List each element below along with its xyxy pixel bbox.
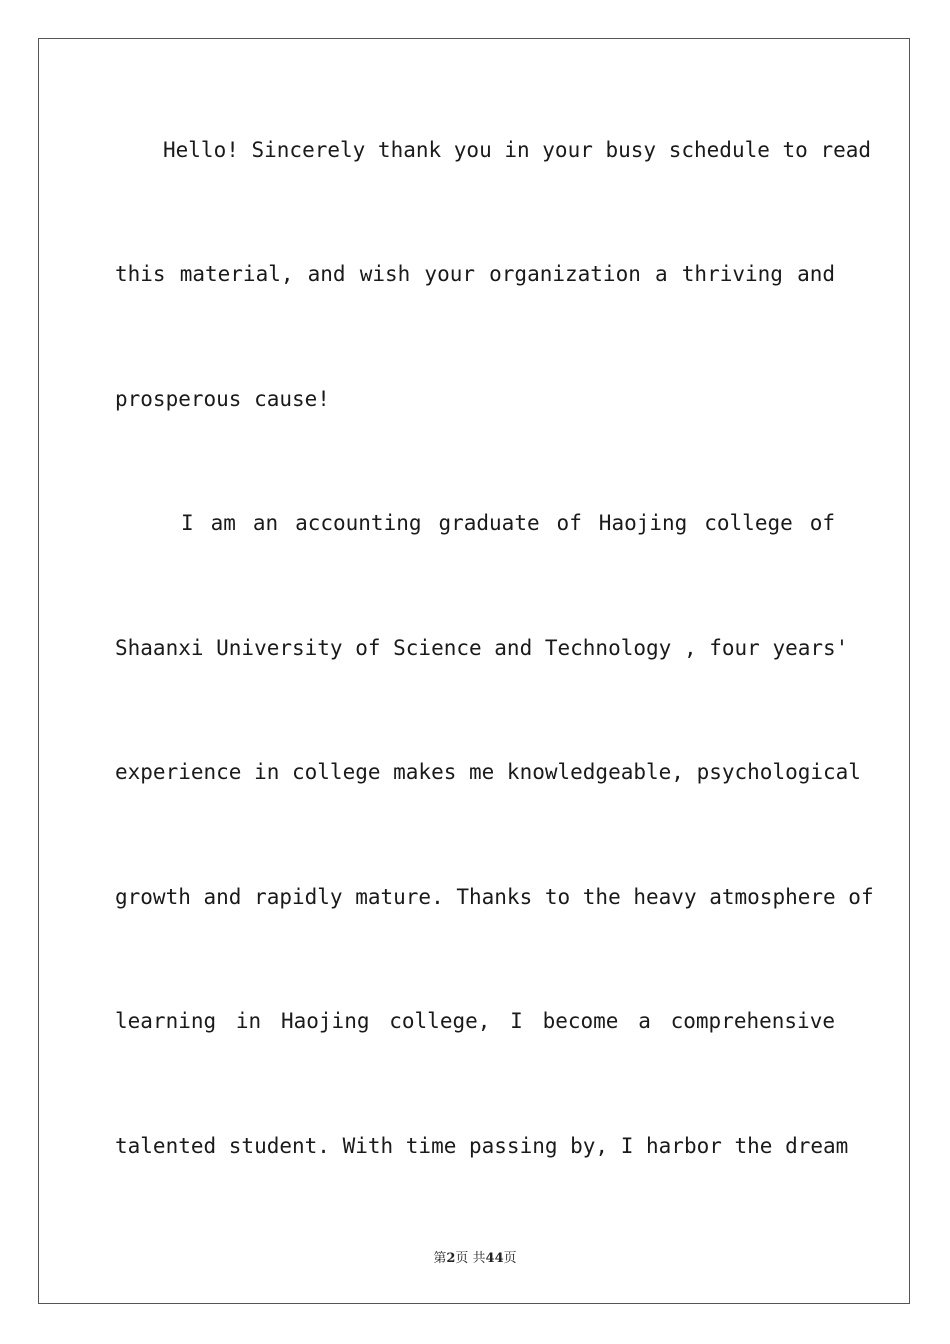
text-line: experience in college makes me knowledgeable, psychological [115,760,861,784]
footer-prefix: 第 [433,1251,447,1266]
text-line: Hello! Sincerely thank you in your busy schedule to read [163,138,872,162]
text-line: talented student. With time passing by, I harbor the dream [115,1134,849,1158]
page-frame [38,38,910,1304]
text-line: Shaanxi University of Science and Technology , four years' [115,636,849,660]
text-line: learning in Haojing college, I become a comprehensive [115,1009,835,1033]
text-line: prosperous cause! [115,387,330,411]
page-footer [0,1247,950,1266]
footer-page-number: 2 [446,1251,456,1266]
text-line: growth and rapidly mature. Thanks to the heavy atmosphere of [115,885,874,909]
footer-total-pages: 44 [485,1251,504,1266]
footer-mid: 页 共 [455,1251,486,1266]
text-line: I am an accounting graduate of Haojing college of [181,511,835,535]
footer-suffix: 页 [503,1251,517,1266]
text-line: this material, and wish your organization a thriving and [115,262,835,286]
